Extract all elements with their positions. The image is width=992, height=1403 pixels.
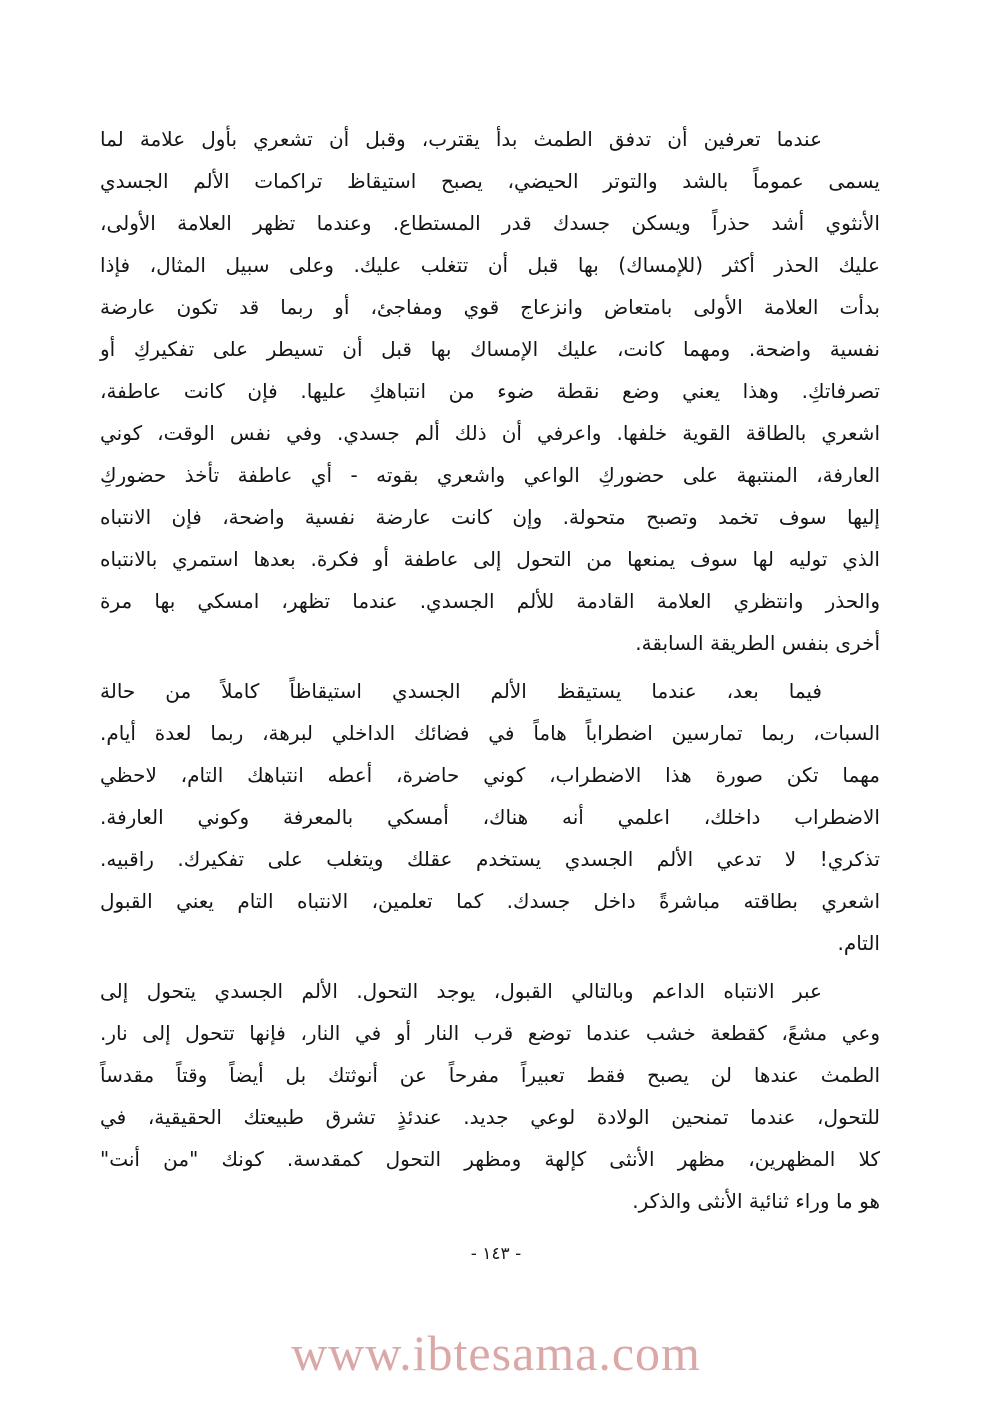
paragraph-3 [100, 970, 880, 1222]
text-line: تذكري! لا تدعي الألم الجسدي يستخدم عقلك ويتغلب على تفكيرك. راقبيه. [100, 847, 880, 871]
text-line: التام. [837, 931, 880, 955]
text-line: أخرى بنفس الطريقة السابقة. [635, 631, 880, 655]
text-line: مهما تكن صورة هذا الاضطراب، كوني حاضرة، أعطه انتباهك التام، لاحظي [100, 763, 880, 787]
text-line: للتحول، عندما تمنحين الولادة لوعي جديد. عندئذٍ تشرق طبيعتك الحقيقية، في [100, 1105, 880, 1129]
text-line: الطمث عندها لن يصبح فقط تعبيراً مفرحاً عن أنوثتك بل أيضاً وقتاً مقدساً [100, 1063, 880, 1087]
text-line: وعي مشعً، كقطعة خشب عندما توضع قرب النار أو في النار، فإنها تتحول إلى نار. [100, 1021, 880, 1045]
text-line: الذي توليه لها سوف يمنعها من التحول إلى عاطفة أو فكرة. بعدها استمري بالانتباه [100, 547, 880, 571]
text-line: عندما تعرفين أن تدفق الطمث بدأ يقترب، وقبل أن تشعري بأول علامة لما [100, 127, 822, 151]
paragraph-2 [100, 670, 880, 964]
text-line: إليها سوف تخمد وتصبح متحولة. وإن كانت عارضة نفسية واضحة، فإن الانتباه [100, 505, 880, 529]
text-line: عبر الانتباه الداعم وبالتالي القبول، يوجد التحول. الألم الجسدي يتحول إلى [100, 979, 822, 1003]
text-line: اشعري بالطاقة القوية خلفها. واعرفي أن ذلك ألم جسدي. وفي نفس الوقت، كوني [100, 421, 880, 445]
page-number: - ١٤٣ - [470, 1244, 522, 1264]
text-line: يسمى عموماً بالشد والتوتر الحيضي، يصبح استيقاظ تراكمات الألم الجسدي [100, 169, 880, 193]
paragraph-1 [100, 118, 880, 664]
text-line: عليك الحذر أكثر (للإمساك) بها قبل أن تتغلب عليك. وعلى سبيل المثال، فإذا [100, 253, 880, 277]
text-line: فيما بعد، عندما يستيقظ الألم الجسدي استيقاظاً كاملاً من حالة [100, 679, 822, 703]
body-text [100, 118, 880, 1222]
text-line: والحذر وانتظري العلامة القادمة للألم الجسدي. عندما تظهر، امسكي بها مرة [100, 589, 880, 613]
text-line: العارفة، المنتبهة على حضوركِ الواعي واشعري بقوته - أي عاطفة تأخذ حضوركِ [100, 463, 880, 487]
watermark: www.ibtesama.com [291, 1325, 701, 1381]
text-line: هو ما وراء ثنائية الأنثى والذكر. [632, 1189, 880, 1213]
text-line: بدأت العلامة الأولى بامتعاض وانزعاج قوي ومفاجئ، أو ربما قد تكون عارضة [100, 295, 880, 319]
text-line: الأنثوي أشد حذراً ويسكن جسدك قدر المستطاع. وعندما تظهر العلامة الأولى، [100, 211, 880, 235]
text-line: كلا المظهرين، مظهر الأنثى كإلهة ومظهر التحول كمقدسة. كونك "من أنت" [100, 1147, 880, 1171]
text-line: الاضطراب داخلك، اعلمي أنه هناك، أمسكي بالمعرفة وكوني العارفة. [100, 805, 880, 829]
text-line: نفسية واضحة. ومهما كانت، عليك الإمساك بها قبل أن تسيطر على تفكيركِ أو [100, 337, 880, 361]
text-line: السبات، ربما تمارسين اضطراباً هاماً في فضائك الداخلي لبرهة، ربما لعدة أيام. [100, 721, 880, 745]
text-line: اشعري بطاقته مباشرةً داخل جسدك. كما تعلمين، الانتباه التام يعني القبول [100, 889, 880, 913]
text-line: تصرفاتكِ. وهذا يعني وضع نقطة ضوء من انتباهكِ عليها. فإن كانت عاطفة، [100, 379, 880, 403]
